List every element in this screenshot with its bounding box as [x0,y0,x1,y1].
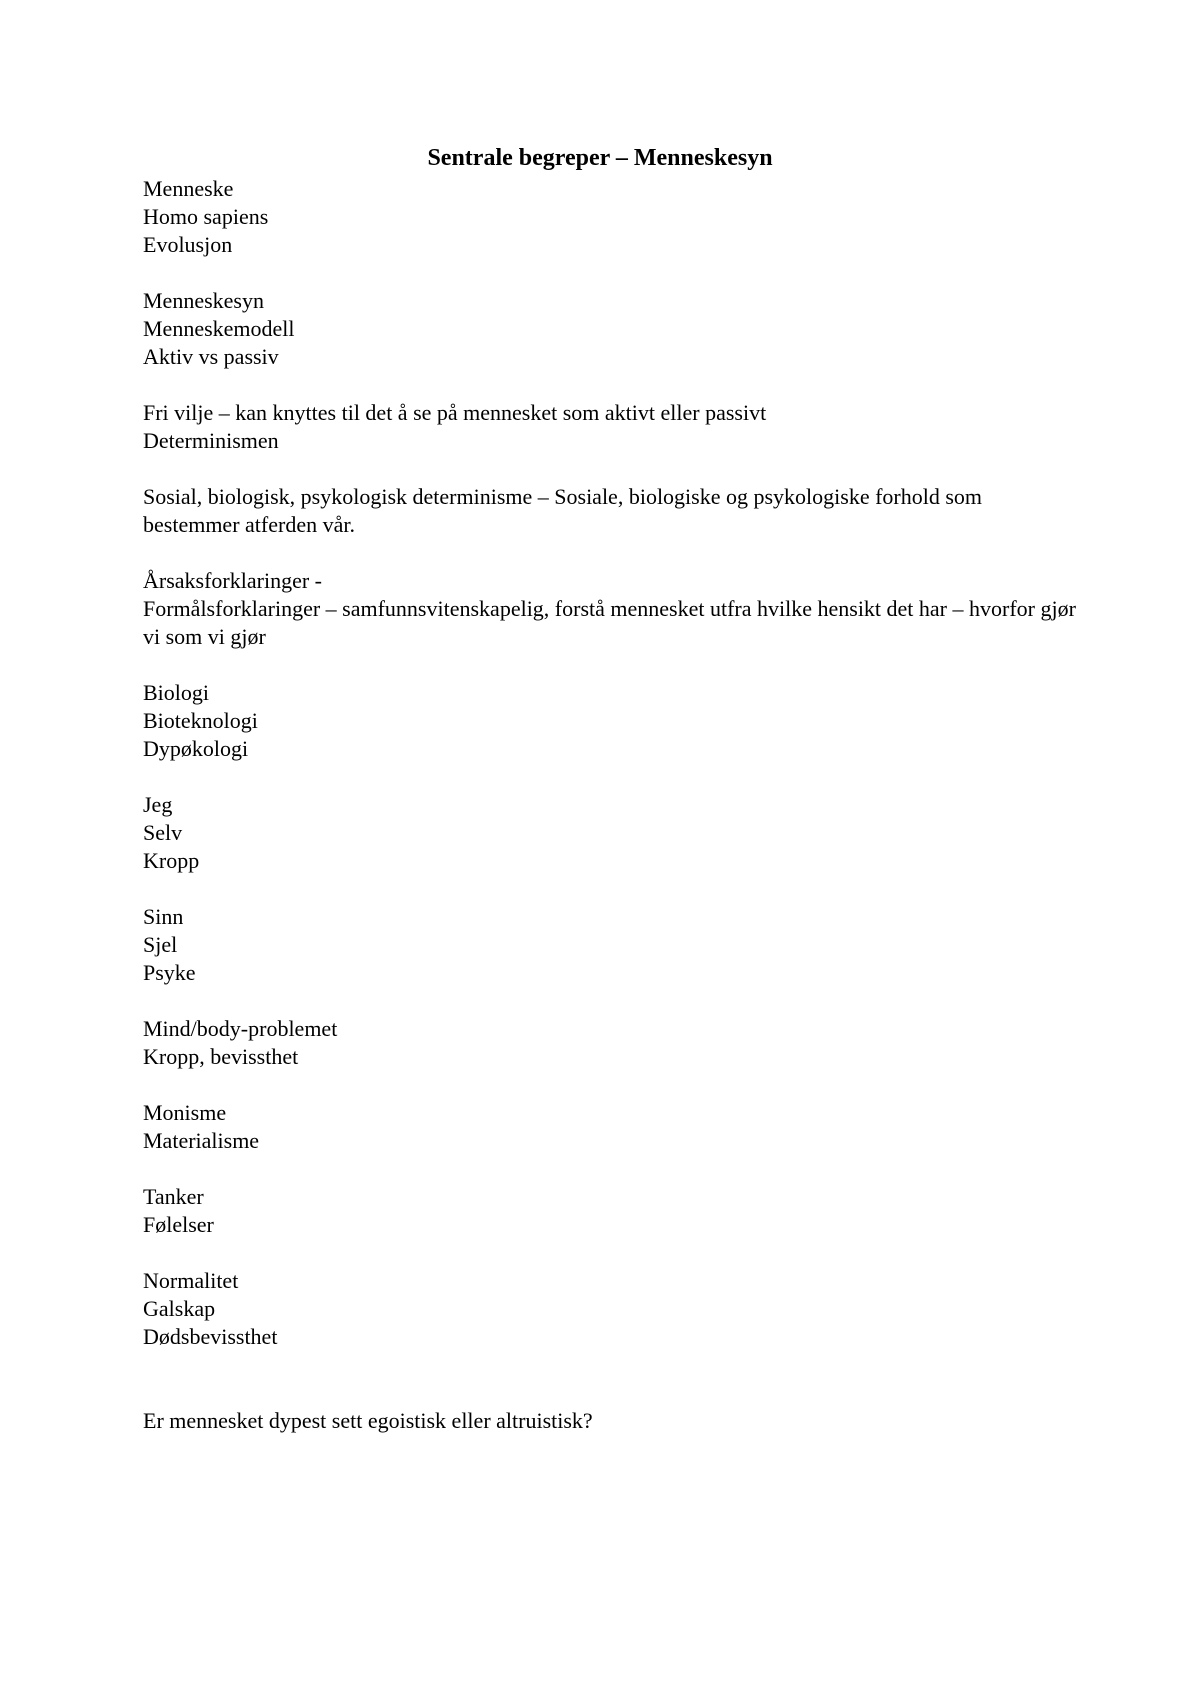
paragraph-gap [143,763,1083,791]
term-group [143,483,1083,539]
paragraph-gap [143,651,1083,679]
paragraph-gap [143,455,1083,483]
term-line: Fri vilje – kan knyttes til det å se på mennesket som aktivt eller passivt [143,400,767,425]
term-group [143,399,1083,455]
term-line: Kropp, bevissthet [143,1044,299,1069]
term-line: Årsaksforklaringer - [143,568,322,593]
term-group [143,679,1083,763]
term-line: Jeg [143,792,173,817]
term-line: Menneskemodell [143,316,295,341]
term-line: Tanker [143,1184,204,1209]
term-group [143,567,1083,651]
term-line: Galskap [143,1296,216,1321]
paragraph-gap [143,539,1083,567]
paragraph-gap [143,259,1083,287]
term-line: Determinismen [143,428,279,453]
term-group [143,791,1083,875]
term-line: Evolusjon [143,232,233,257]
paragraph-gap [143,1351,1083,1407]
closing-question: Er mennesket dypest sett egoistisk eller altruistisk? [143,1408,593,1433]
term-line: Normalitet [143,1268,239,1293]
paragraph-gap [143,987,1083,1015]
paragraph-gap [143,875,1083,903]
term-group [143,1267,1083,1351]
term-line: Sjel [143,932,178,957]
term-line: Biologi [143,680,210,705]
paragraph-gap [143,371,1083,399]
term-line: Selv [143,820,183,845]
term-line: Dødsbevissthet [143,1324,278,1349]
term-line: Monisme [143,1100,227,1125]
document-body [143,175,1083,1435]
term-line: Mind/body-problemet [143,1016,338,1041]
term-group [143,175,1083,259]
term-line: Homo sapiens [143,204,269,229]
term-group [143,1099,1083,1155]
term-line: Sosial, biologisk, psykologisk determinisme – Sosiale, biologiske og psykologiske forhold som bestemmer atferden vår. [143,484,983,537]
term-group [143,1015,1083,1071]
term-line: Materialisme [143,1128,260,1153]
paragraph-gap [143,1155,1083,1183]
term-line: Sinn [143,904,184,929]
term-line: Menneskesyn [143,288,264,313]
document-title: Sentrale begreper – Menneskesyn [427,145,773,171]
term-line: Dypøkologi [143,736,249,761]
term-line: Følelser [143,1212,214,1237]
term-line: Aktiv vs passiv [143,344,279,369]
term-line: Menneske [143,176,234,201]
paragraph-gap [143,1239,1083,1267]
term-line: Bioteknologi [143,708,258,733]
paragraph-gap [143,1071,1083,1099]
term-line: Psyke [143,960,196,985]
term-line: Kropp [143,848,200,873]
term-line: Formålsforklaringer – samfunnsvitenskapelig, forstå mennesket utfra hvilke hensikt det har – hvorfor gjør vi som vi gjør [143,596,1076,649]
term-group [143,287,1083,371]
term-group [143,903,1083,987]
term-group [143,1183,1083,1239]
